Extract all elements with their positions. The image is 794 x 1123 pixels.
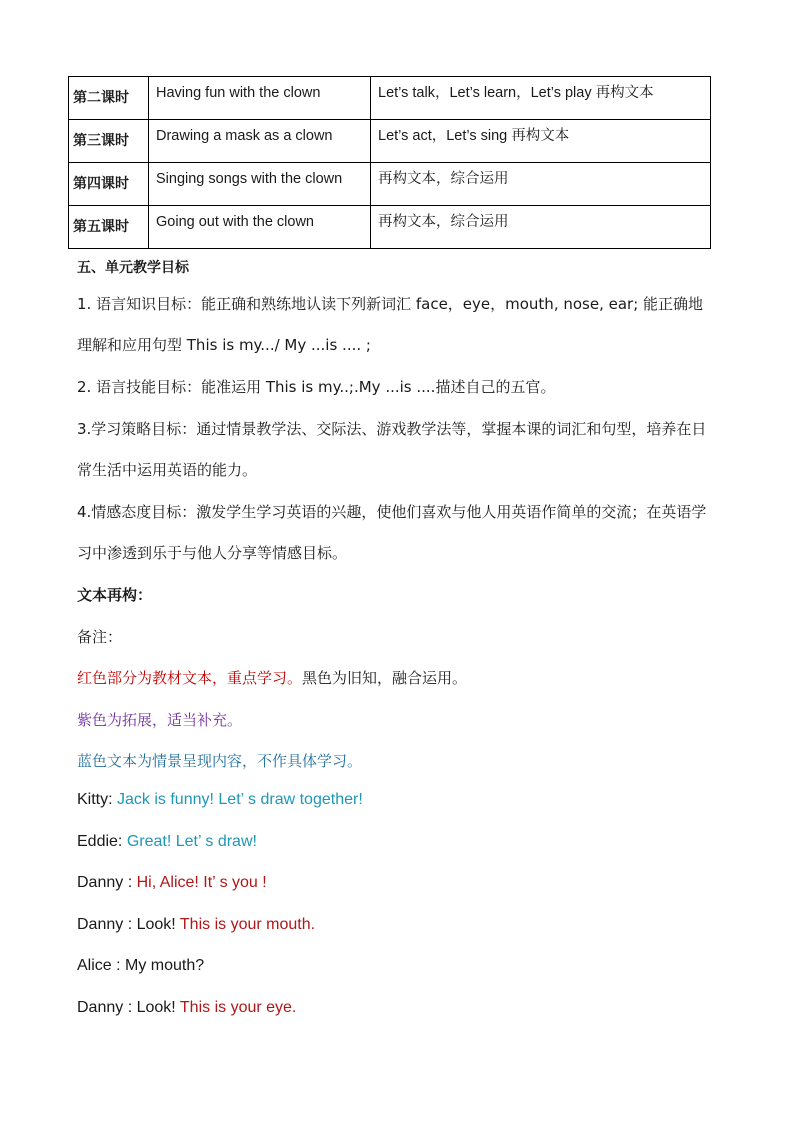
speaker: Kitty: xyxy=(77,791,118,808)
speaker: Eddie: xyxy=(77,833,127,850)
speaker: Danny : xyxy=(77,999,137,1016)
topic-cell: Singing songs with the clown xyxy=(149,163,371,206)
note-purple: 紫色为拓展，适当补充。 xyxy=(77,711,243,729)
speaker: Danny : xyxy=(77,916,137,933)
speaker: Alice : xyxy=(77,957,126,974)
note-red xyxy=(77,667,467,688)
period-cell: 第三课时 xyxy=(69,120,149,163)
note-red-a: 红色部分为教材文本， xyxy=(77,669,228,687)
table-row xyxy=(69,206,711,249)
goal-3-line-1: 3.学习策略目标：通过情景教学法、交际法、游戏教学法等，掌握本课的词汇和句型，培养在日 xyxy=(77,420,707,438)
period-cell: 第四课时 xyxy=(69,163,149,206)
note-blue: 蓝色文本为情景呈现内容，不作具体学习。 xyxy=(77,752,363,770)
goal-4-line-2: 习中渗透到乐于与他人分享等情感目标。 xyxy=(77,544,348,562)
period-cell: 第二课时 xyxy=(69,77,149,120)
dialog-line xyxy=(77,833,257,851)
topic-cell: Drawing a mask as a clown xyxy=(149,120,371,163)
dialog-prefix: Look! xyxy=(136,999,180,1016)
section-heading-goals: 五、单元教学目标 xyxy=(77,260,189,276)
content-cell: 再构文本，综合运用 xyxy=(371,206,711,249)
section-heading-rebuild: 文本再构： xyxy=(77,586,153,604)
content-cell: Let’s talk，Let’s learn，Let’s play 再构文本 xyxy=(371,77,711,120)
goal-4-line-1: 4.情感态度目标：激发学生学习英语的兴趣，使他们喜欢与他人用英语作简单的交流；在英语学 xyxy=(77,503,707,521)
content-cell: 再构文本，综合运用 xyxy=(371,163,711,206)
dialog-line xyxy=(77,791,363,809)
goal-3-line-2: 常生活中运用英语的能力。 xyxy=(77,461,258,479)
topic-cell: Going out with the clown xyxy=(149,206,371,249)
dialog-prefix: Look! xyxy=(136,916,180,933)
dialog-text: Great! Let’ s draw! xyxy=(126,833,257,850)
period-cell: 第五课时 xyxy=(69,206,149,249)
note-red-b: 重点学习。 xyxy=(227,669,303,687)
dialog-line xyxy=(77,874,267,892)
note-label: 备注： xyxy=(77,628,123,646)
lesson-schedule-table xyxy=(68,76,711,249)
table-row xyxy=(69,77,711,120)
table-row xyxy=(69,120,711,163)
goal-1-line-2: 理解和应用句型 This is my.../ My ...is .... ; xyxy=(77,336,371,354)
topic-cell: Having fun with the clown xyxy=(149,77,371,120)
dialog-prefix: My mouth? xyxy=(125,957,205,974)
dialog-text: Hi, Alice! It’ s you ! xyxy=(136,874,267,891)
speaker: Danny : xyxy=(77,874,137,891)
dialog-text: This is your eye. xyxy=(179,999,297,1016)
goal-1-line-1: 1. 语言知识目标：能正确和熟练地认读下列新词汇 face，eye，mouth, nose, ear; 能正确地 xyxy=(77,295,704,313)
note-black: 黑色为旧知，融合运用。 xyxy=(302,669,468,687)
table-row xyxy=(69,163,711,206)
dialog-text: This is your mouth. xyxy=(179,916,316,933)
dialog-line xyxy=(77,999,296,1017)
dialog-line xyxy=(77,957,204,975)
content-cell: Let’s act，Let’s sing 再构文本 xyxy=(371,120,711,163)
dialog-text: Jack is funny! Let’ s draw together! xyxy=(117,791,363,808)
goal-2: 2. 语言技能目标：能准运用 This is my..;.My ...is ....描述自己的五官。 xyxy=(77,378,556,396)
dialog-line xyxy=(77,916,315,934)
